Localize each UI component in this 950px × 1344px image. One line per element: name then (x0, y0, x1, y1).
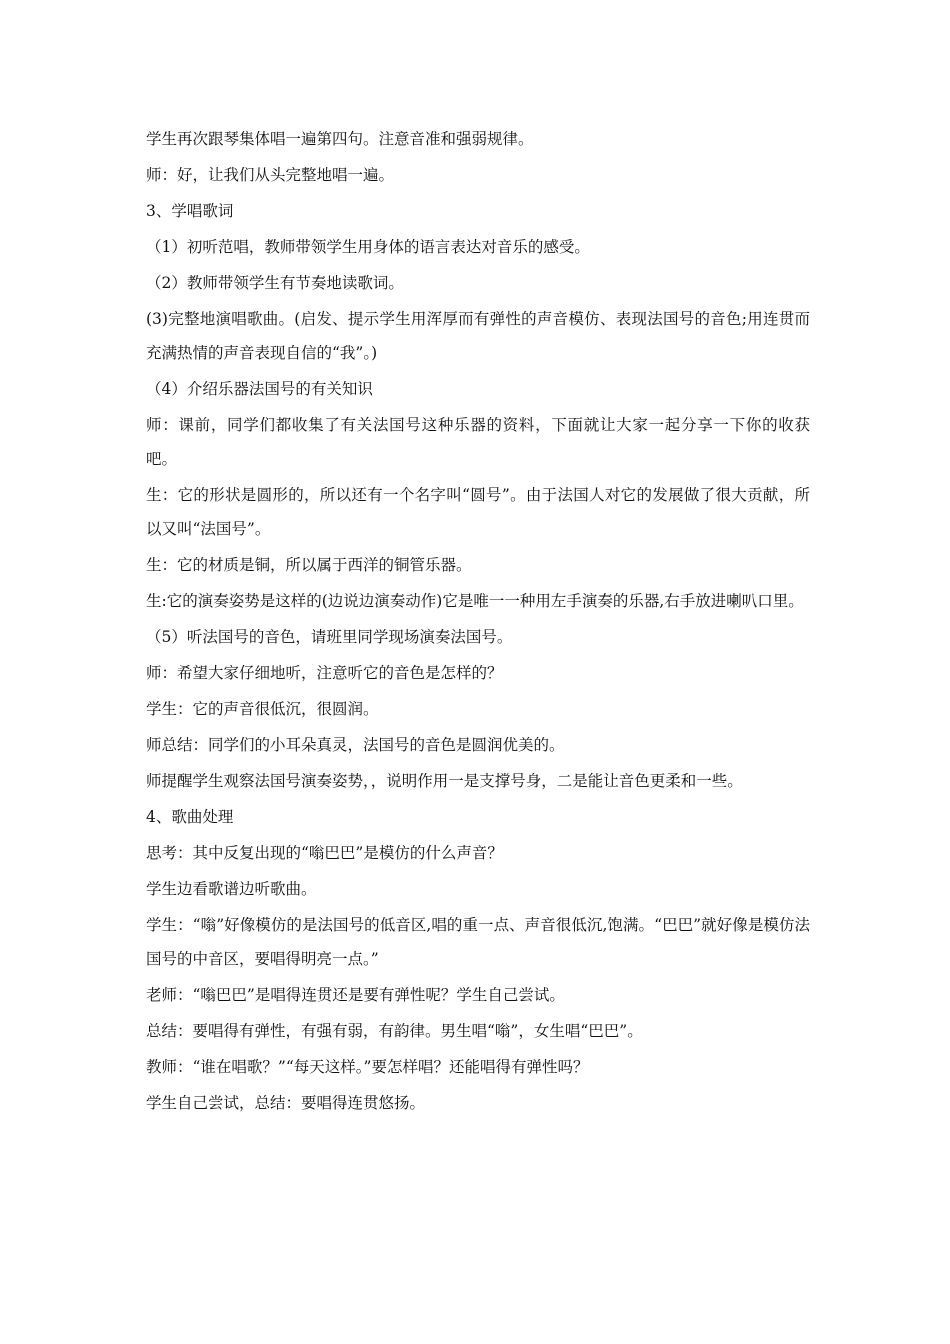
document-body (146, 122, 810, 1122)
paragraph: 学生：它的声音很低沉，很圆润。 (146, 700, 379, 718)
paragraph: 师总结：同学们的小耳朵真灵，法国号的音色是圆润优美的。 (146, 736, 565, 754)
paragraph: 生：它的材质是铜，所以属于西洋的铜管乐器。 (146, 556, 472, 574)
paragraph: 教师：“谁在唱歌？”“每天这样。”要怎样唱？还能唱得有弹性吗？ (146, 1058, 589, 1076)
paragraph: 老师：“嗡巴巴”是唱得连贯还是要有弹性呢？学生自己尝试。 (146, 986, 565, 1004)
paragraph: 学生再次跟琴集体唱一遍第四句。注意音准和强弱规律。 (146, 130, 534, 148)
paragraph: 思考：其中反复出现的“嗡巴巴”是模仿的什么声音？ (146, 844, 503, 862)
paragraph: (3)完整地演唱歌曲。(启发、提示学生用浑厚而有弹性的声音模仿、表现法国号的音色;用连贯而充满热情的声音表现自信的“我”。) (146, 310, 810, 362)
paragraph: （2）教师带领学生有节奏地读歌词。 (146, 274, 404, 292)
paragraph: 师：好，让我们从头完整地唱一遍。 (146, 166, 395, 184)
section-heading: 4、歌曲处理 (146, 808, 234, 826)
paragraph: 师：课前，同学们都收集了有关法国号这种乐器的资料，下面就让大家一起分享一下你的收获吧。 (146, 416, 810, 468)
paragraph: 总结：要唱得有弹性，有强有弱，有韵律。男生唱“嗡”，女生唱“巴巴”。 (146, 1022, 643, 1040)
section-heading: 3、学唱歌词 (146, 202, 234, 220)
paragraph: 师：希望大家仔细地听，注意听它的音色是怎样的？ (146, 664, 503, 682)
paragraph: 学生边看歌谱边听歌曲。 (146, 880, 317, 898)
paragraph: （4）介绍乐器法国号的有关知识 (146, 380, 373, 398)
paragraph: 师提醒学生观察法国号演奏姿势，，说明作用一是支撑号身，二是能让音色更柔和一些。 (146, 772, 743, 790)
paragraph: 学生：“嗡”好像模仿的是法国号的低音区,唱的重一点、声音很低沉,饱满。“巴巴”就好像是模仿法国号的中音区，要唱得明亮一点。” (146, 916, 810, 968)
paragraph: 生:它的演奏姿势是这样的(边说边演奏动作)它是唯一一种用左手演奏的乐器,右手放进喇叭口里。 (146, 592, 804, 610)
paragraph: （1）初听范唱，教师带领学生用身体的语言表达对音乐的感受。 (146, 238, 590, 256)
paragraph: 学生自己尝试，总结：要唱得连贯悠扬。 (146, 1094, 426, 1112)
paragraph: 生：它的形状是圆形的，所以还有一个名字叫“圆号”。由于法国人对它的发展做了很大贡献，所以又叫“法国号”。 (146, 486, 810, 538)
paragraph: （5）听法国号的音色，请班里同学现场演奏法国号。 (146, 628, 513, 646)
